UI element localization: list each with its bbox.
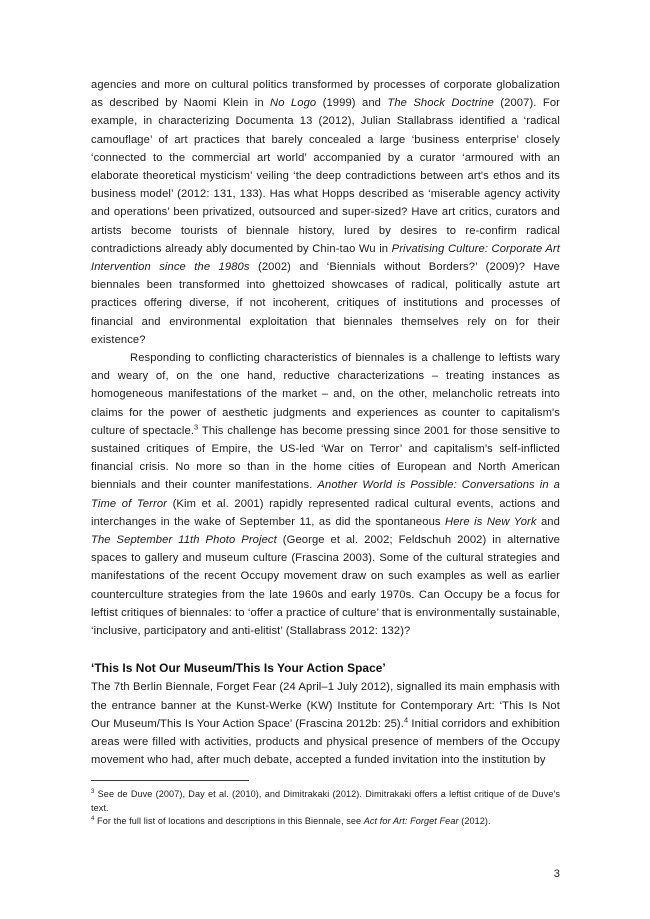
text-run: Initial corridors and exhibition areas were filled with activities, products and physical presence of members of the Occupy movement who had, after much debate, accepted a funded invitation into the institution by	[91, 717, 560, 767]
italic-run: Another World is Possible: Conversations in a Time of Terror	[91, 479, 560, 510]
text-run: (2012).	[458, 816, 491, 827]
text-run: agencies and more on cultural politics transformed by processes of corporate globalization as described by Naomi Klein in	[91, 79, 560, 110]
footnote-number: 3	[91, 788, 95, 795]
text-run: (George et al. 2002; Feldschuh 2002) in alternative spaces to gallery and museum culture (Frascina 2003). Some of the cultural strategies and manifestations of the recent Occupy movement draw on such examples as well as earlier counterculture strategies from the late 1960s and early 1970s. Can Occupy be a focus for leftist critiques of biennales: to ‘offer a practice of culture’ that is environmentally sustainable, ‘inclusive, participatory and anti-elitist’ (Stallabrass 2012: 132)?	[91, 534, 560, 638]
footnote-marker[interactable]: 4	[403, 714, 409, 724]
text-run: (2007). For example, in characterizing Documenta 13 (2012), Julian Stallabrass identified a ‘radical camouflage’ of art practices that barely concealed a large ‘business enterprise’ closely ‘connected to the commercial art world’ accompanied by a curator ‘armoured with an elaborate theoretical mysticism’ veiling ‘the deep contradictions between art's ethos and its business model’ (2012: 131, 133). Has what Hopps described as ‘miserable agency activity and operations’ been privatized, outsourced and super-sized? Have art critics, curators and artists become tourists of biennale history, lured by desires to re-confirm radical contradictions already ably documented by Chin-tao Wu in	[91, 97, 560, 255]
italic-run: The Shock Doctrine	[387, 97, 494, 110]
text-run: (1999) and	[316, 97, 388, 110]
footnote-marker[interactable]: 3	[194, 422, 199, 432]
footnote-number: 4	[91, 816, 95, 823]
text-run: (Kim et al. 2001) rapidly represented radical cultural events, actions and interchanges in the wake of September 11, as did the spontaneous	[91, 497, 560, 528]
footnote-list	[91, 788, 560, 829]
italic-run: Privatising Culture: Corporate Art Intervention since the 1980s	[91, 242, 560, 274]
text-run: The 7th Berlin Biennale, Forget Fear (24 April–1 July 2012), signalled its main emphasis with the entrance banner at the Kunst-Werke (KW) Institute for Contemporary Art: ‘This Is Not Our Museum/This Is Your Action Space’ (Frascina 2012b: 25).	[91, 681, 560, 730]
text-run: See de Duve (2007), Day et al. (2010), and Dimitrakaki (2012). Dimitrakaki offers a leftist critique of de Duve's text.	[91, 789, 560, 813]
text-run: For the full list of locations and descriptions in this Biennale, see	[94, 816, 364, 827]
paragraph	[91, 76, 560, 349]
italic-run: The September 11th Photo Project	[91, 534, 277, 547]
paragraph	[91, 349, 560, 640]
paragraph	[91, 678, 560, 769]
italic-run: Here is New York	[445, 515, 537, 528]
footnote-entry	[91, 815, 560, 829]
footnote-entry	[91, 788, 560, 815]
section-paragraph-group	[91, 678, 560, 769]
section-heading: ‘This Is Not Our Museum/This Is Your Action Space’	[91, 661, 386, 676]
text-run: This challenge has become pressing since 2001 for those sensitive to sustained critiques of Empire, the US-led ‘War on Terror’ and capitalism’s self-inflicted financial crisis. No more so than in the home cities of European and North American biennials and their counter manifestations.	[91, 424, 560, 492]
page-number: 3	[553, 868, 560, 880]
footnote-separator-rule	[91, 780, 249, 781]
text-run: and	[536, 515, 560, 528]
page-body-content	[91, 76, 560, 769]
footnotes-area	[91, 780, 560, 829]
body-paragraph-group	[91, 76, 560, 640]
italic-run: No Logo	[270, 97, 317, 110]
text-run: Responding to conflicting characteristics of biennales is a challenge to leftists wary and weary of, on the one hand, reductive characterizations – treating instances as homogeneous manifestations of the market – and, on the other, melancholic retreats into claims for the power of aesthetic judgments and experiences as counter to capitalism's culture of spectacle.	[91, 352, 560, 437]
text-run: (2002) and ‘Biennials without Borders?’ (2009)? Have biennales been transformed into ghettoized showcases of radical, politically astute art practices offering diverse, if not incoherent, critiques of institutions and processes of financial and environmental exploitation that biennales themselves rely on for their existence?	[91, 261, 560, 346]
italic-run: Act for Art: Forget Fear	[363, 816, 459, 827]
